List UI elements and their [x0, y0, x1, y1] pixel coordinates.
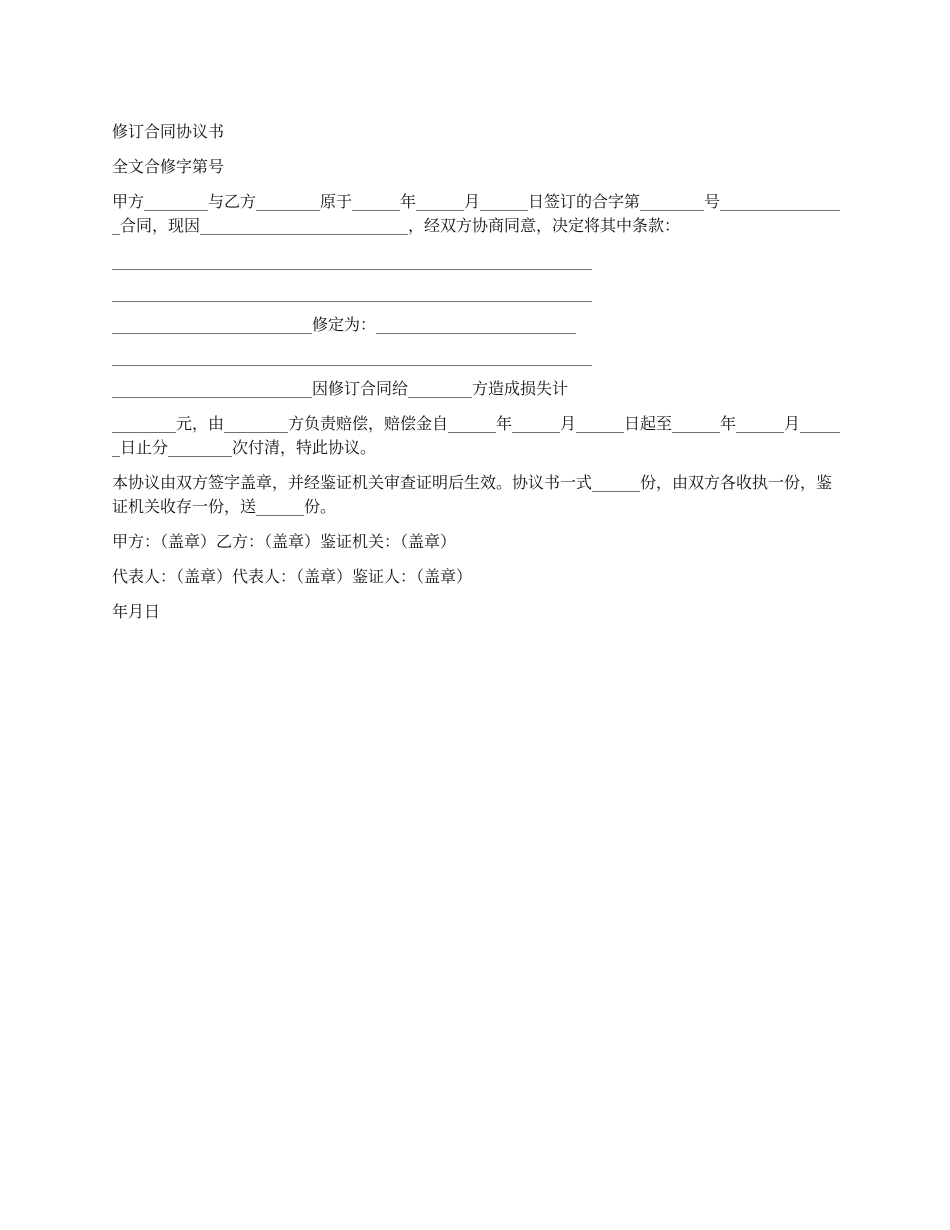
- signature-line-representatives: 代表人：（盖章）代表人：（盖章）鉴证人：（盖章）: [112, 567, 473, 586]
- blank-line: ____________________________________________________________: [112, 283, 592, 302]
- contract-intro-paragraph: 甲方________与乙方________原于______年______月______日签订的合字第________号________________合同，现因__________________________，经双方协商同意，决定将其中条款：: [112, 192, 841, 235]
- date-line: 年月日: [112, 602, 161, 621]
- effective-clause-paragraph: 本协议由双方签字盖章，并经鉴证机关审查证明后生效。协议书一式______份，由双方各收执一份，鉴证机关收存一份，送______份。: [112, 473, 833, 516]
- signature-line-parties: 甲方：（盖章）乙方：（盖章）鉴证机关：（盖章）: [112, 532, 457, 551]
- loss-line: _________________________因修订合同给________方造成损失计: [112, 379, 569, 398]
- compensation-paragraph: ________元，由________方负责赔偿，赔偿金自______年______月______日起至______年______月______日止分________次付清，特此协议。: [112, 414, 841, 457]
- document-title: 修订合同协议书: [112, 122, 225, 141]
- blank-line: ____________________________________________________________: [112, 251, 592, 270]
- blank-line: ____________________________________________________________: [112, 347, 592, 366]
- revision-line: _________________________修定为：_________________________: [112, 315, 577, 334]
- document-number: 全文合修字第号: [112, 157, 225, 176]
- document-page: [112, 120, 842, 635]
